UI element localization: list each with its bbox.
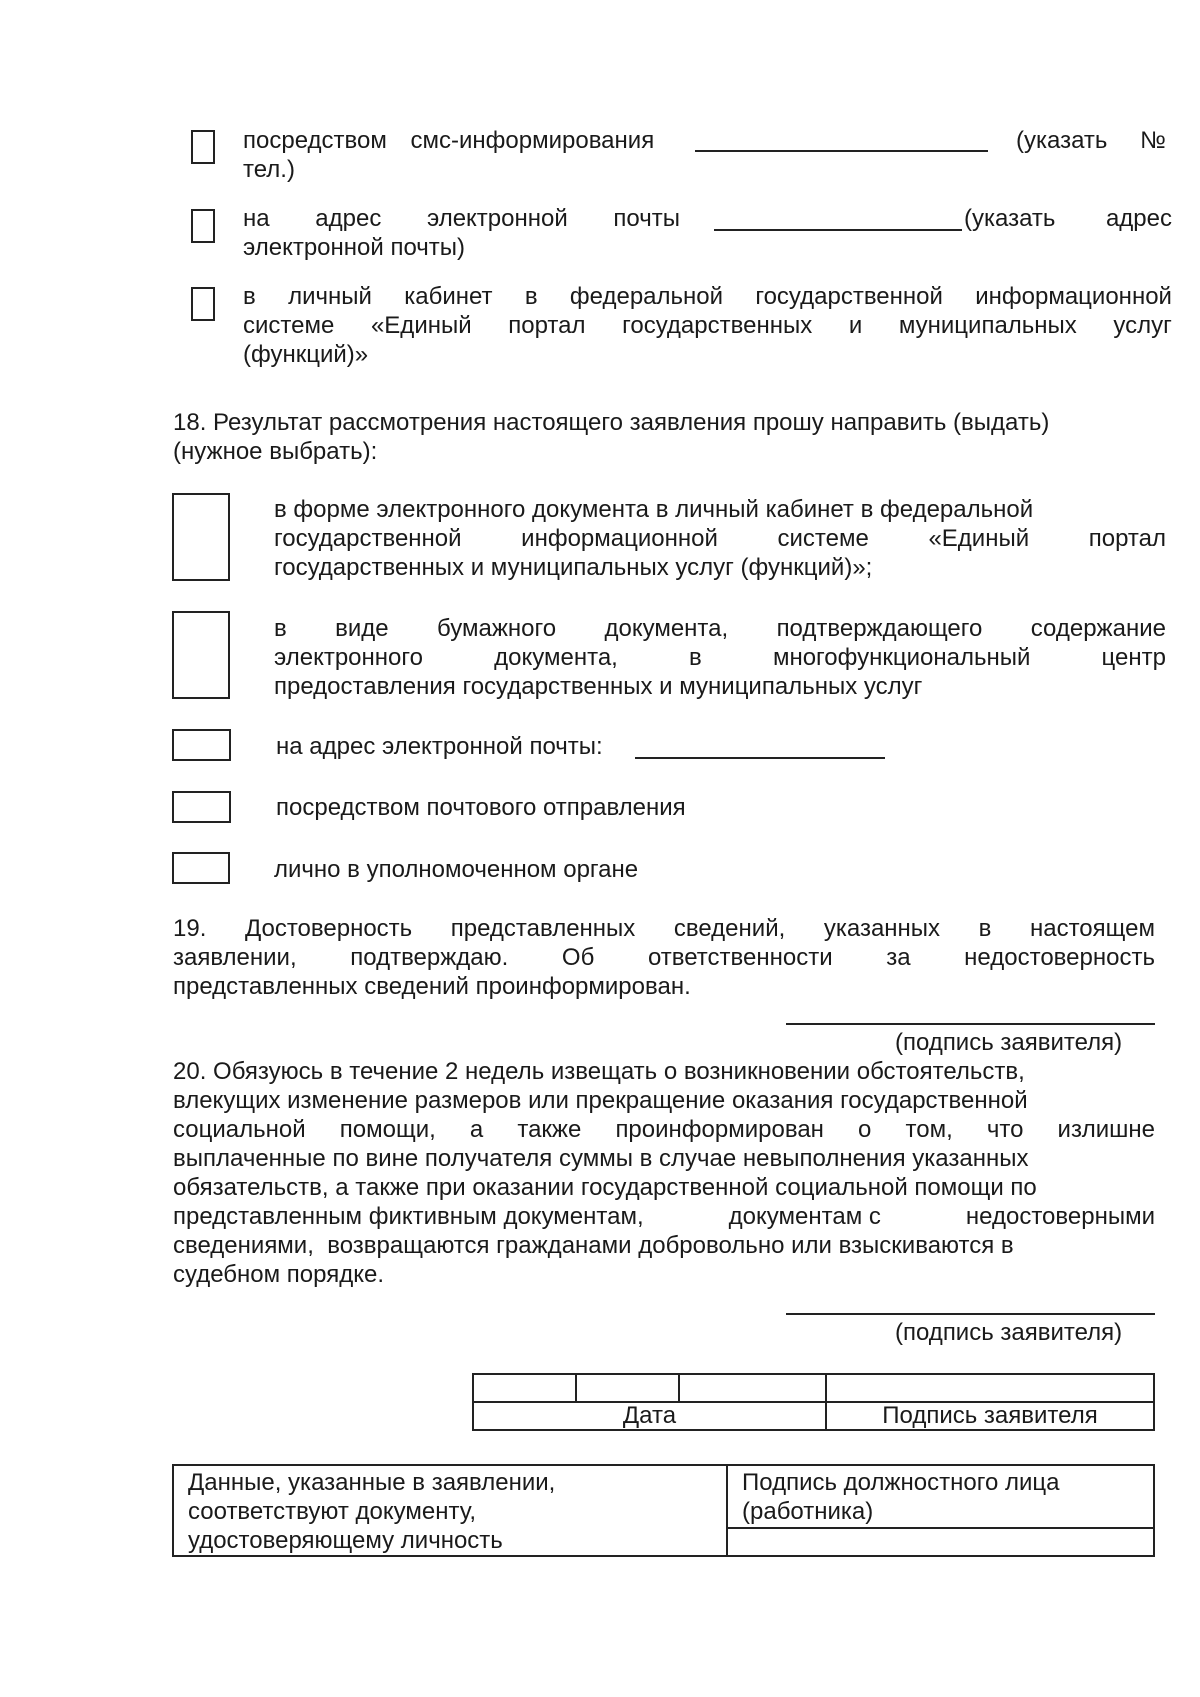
result-post-label: посредством почтового отправления xyxy=(276,794,686,821)
portal-option-line1: в личный кабинет в федеральной государственной информационной xyxy=(243,283,1172,310)
portal-option-line2: системе «Единый портал государственных и муниципальных услуг xyxy=(243,312,1172,339)
item20-line1: 20. Обязуюсь в течение 2 недель извещать о возникновении обстоятельств, xyxy=(173,1058,1025,1085)
applicant-signature-cell[interactable] xyxy=(826,1374,1154,1402)
date-cell-month[interactable] xyxy=(576,1374,679,1402)
result-post-checkbox[interactable] xyxy=(172,791,231,823)
email-option-cont: электронной почты) xyxy=(243,234,466,261)
official-signature-label-cell xyxy=(727,1465,1154,1528)
result-inperson-label: лично в уполномоченном органе xyxy=(274,856,639,883)
date-cell-year[interactable] xyxy=(679,1374,826,1402)
item20-line3: социальной помощи, а также проинформирован о том, что излишне xyxy=(173,1116,1155,1143)
verification-statement-line2: соответствуют документу, xyxy=(188,1498,477,1525)
email-checkbox[interactable] xyxy=(191,209,215,243)
item20-line6: представленным фиктивным документам, документам с недостоверными xyxy=(173,1203,1155,1230)
official-signature-line1: Подпись должностного лица xyxy=(742,1469,1060,1496)
result-portal-line3: государственных и муниципальных услуг (функций)»; xyxy=(274,554,873,581)
item19-signature-caption: (подпись заявителя) xyxy=(895,1029,1123,1056)
item20-line2: влекущих изменение размеров или прекращение оказания государственной xyxy=(173,1087,1028,1114)
item18-heading-line1: 18. Результат рассмотрения настоящего заявления прошу направить (выдать) xyxy=(173,409,1050,436)
portal-option-line3: (функций)» xyxy=(243,341,369,368)
item20-line8: судебном порядке. xyxy=(173,1261,385,1288)
result-paper-line1: в виде бумажного документа, подтверждающего содержание xyxy=(274,615,1166,642)
item19-line3: представленных сведений проинформирован. xyxy=(173,973,691,1000)
item19-line2: заявлении, подтверждаю. Об ответственности за недостоверность xyxy=(173,944,1155,971)
result-paper-line3: предоставления государственных и муниципальных услуг xyxy=(274,673,923,700)
item20-signature-caption: (подпись заявителя) xyxy=(895,1319,1123,1346)
email-option-label: на адрес электронной почты xyxy=(243,205,680,232)
sms-option-cont: тел.) xyxy=(243,156,295,183)
email-option-hint: (указать адрес xyxy=(964,205,1172,232)
item20-line7: сведениями, возвращаются гражданами добровольно или взыскиваются в xyxy=(173,1232,1014,1259)
item20-signature-line[interactable] xyxy=(786,1313,1155,1315)
sms-option-label: посредством смс-информирования xyxy=(243,127,655,154)
item18-heading-line2: (нужное выбрать): xyxy=(173,438,378,465)
verification-statement-line3: удостоверяющему личность xyxy=(188,1527,503,1554)
item20-line4: выплаченные по вине получателя суммы в случае невыполнения указанных xyxy=(173,1145,1029,1172)
portal-checkbox[interactable] xyxy=(191,287,215,321)
result-email-label: на адрес электронной почты: xyxy=(276,733,603,760)
result-paper-checkbox[interactable] xyxy=(172,611,230,699)
sms-option-hint: (указать № xyxy=(1016,127,1166,154)
item19-signature-line[interactable] xyxy=(786,1023,1155,1025)
official-signature-cell[interactable] xyxy=(727,1528,1154,1556)
sms-checkbox[interactable] xyxy=(191,130,215,164)
item20-line5: обязательств, а также при оказании государственной социальной помощи по xyxy=(173,1174,1037,1201)
email-blank[interactable] xyxy=(714,229,962,231)
result-inperson-checkbox[interactable] xyxy=(172,852,230,884)
result-email-blank[interactable] xyxy=(635,757,885,759)
verification-statement-line1: Данные, указанные в заявлении, xyxy=(188,1469,556,1496)
official-signature-line2: (работника) xyxy=(742,1498,874,1525)
result-portal-line1: в форме электронного документа в личный кабинет в федеральной xyxy=(274,496,1034,523)
verification-statement-cell xyxy=(173,1465,727,1556)
result-email-checkbox[interactable] xyxy=(172,729,231,761)
phone-blank[interactable] xyxy=(695,150,988,152)
date-label: Дата xyxy=(473,1402,826,1430)
result-paper-line2: электронного документа, в многофункциональный центр xyxy=(274,644,1166,671)
date-cell-day[interactable] xyxy=(473,1374,576,1402)
result-portal-line2: государственной информационной системе «Единый портал xyxy=(274,525,1166,552)
verification-table xyxy=(172,1464,1155,1557)
applicant-signature-label: Подпись заявителя xyxy=(826,1402,1154,1430)
item19-line1: 19. Достоверность представленных сведений, указанных в настоящем xyxy=(173,915,1155,942)
date-signature-table xyxy=(472,1373,1155,1431)
result-portal-checkbox[interactable] xyxy=(172,493,230,581)
